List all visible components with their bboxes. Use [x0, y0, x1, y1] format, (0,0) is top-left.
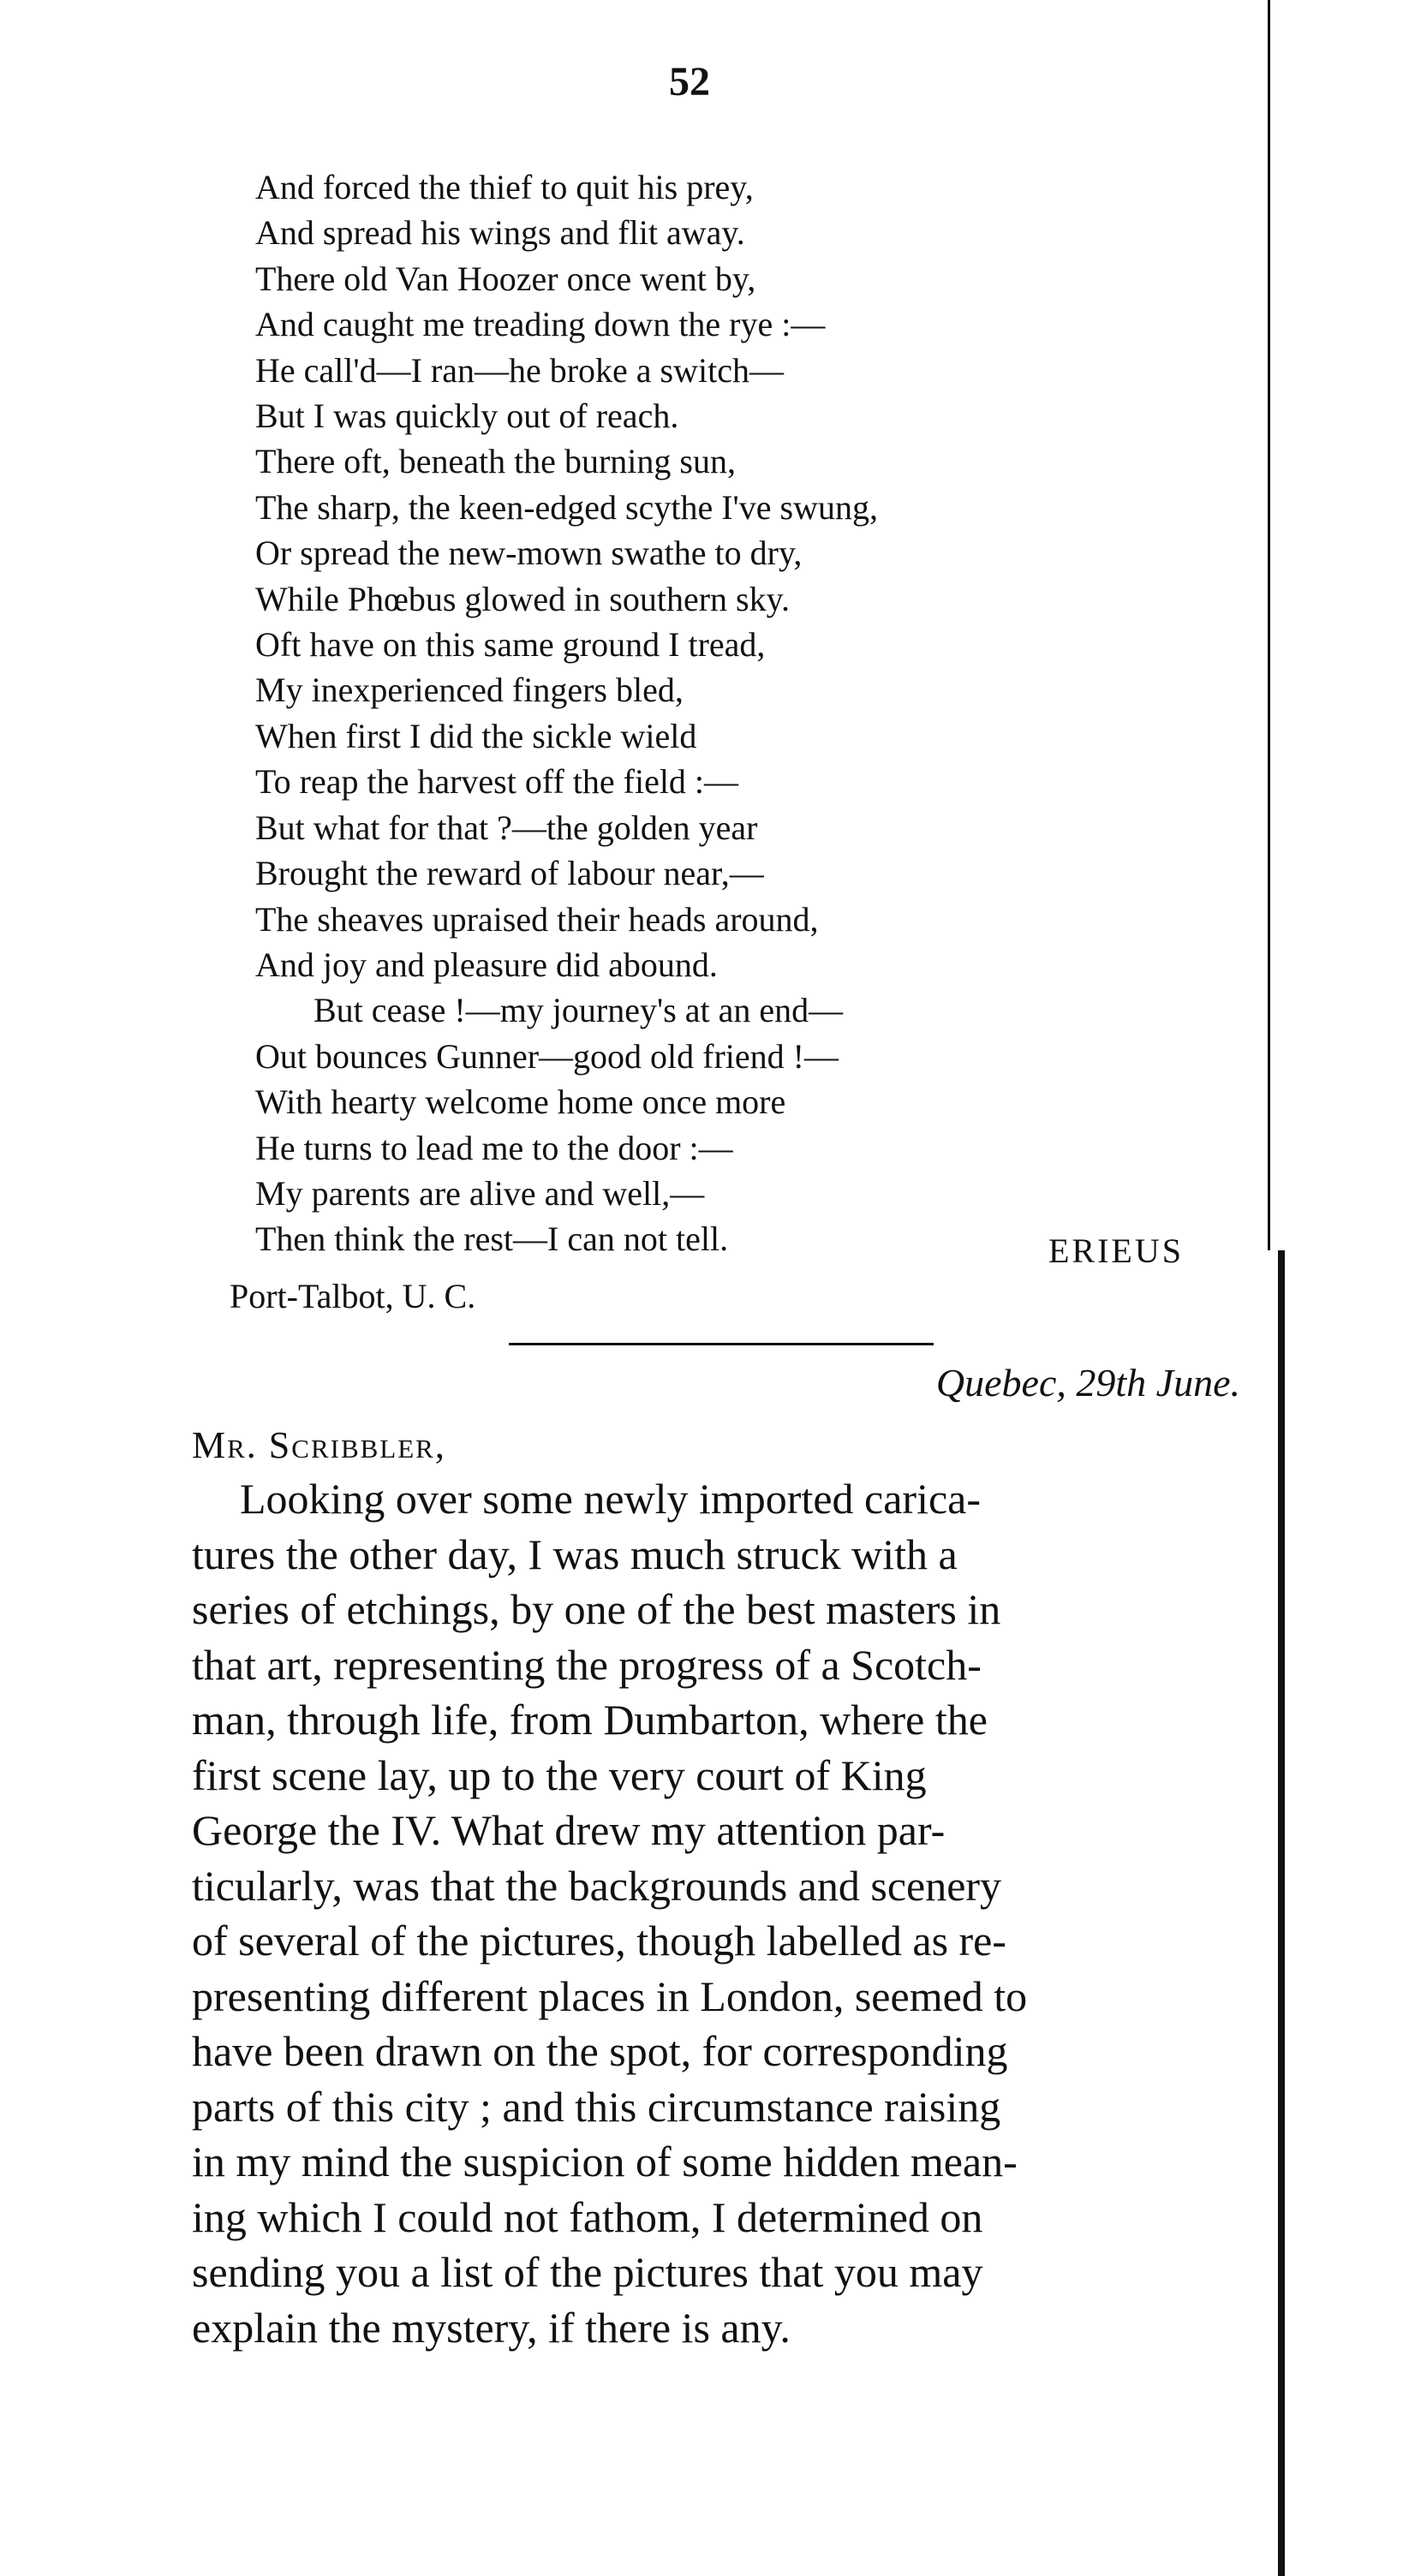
- poem-line: The sharp, the keen-edged scythe I've swung,: [255, 487, 878, 527]
- poem-line: But cease !—my journey's at an end—: [313, 991, 844, 1030]
- poem-line: But what for that ?—the golden year: [255, 808, 758, 847]
- letter-line: explain the mystery, if there is any.: [192, 2303, 791, 2352]
- letter-dateline: Quebec, 29th June.: [935, 1361, 1240, 1404]
- letter-line: Looking over some newly imported carica-: [240, 1475, 981, 1523]
- poem-line: But I was quickly out of reach.: [255, 397, 679, 436]
- poem-line: There oft, beneath the burning sun,: [255, 442, 736, 481]
- poem: [255, 164, 1283, 1262]
- page-number: 52: [669, 59, 710, 104]
- poem-line: Oft have on this same ground I tread,: [255, 625, 766, 665]
- section-divider: [509, 1343, 934, 1345]
- poem-line: He call'd—I ran—he broke a switch—: [255, 350, 784, 390]
- letter-line: parts of this city ; and this circumstance raising: [192, 2082, 1001, 2131]
- poem-line: There old Van Hoozer once went by,: [255, 259, 756, 298]
- letter-line: ing which I could not fathom, I determined on: [192, 2192, 983, 2241]
- poem-line: Or spread the new-mown swathe to dry,: [255, 534, 803, 573]
- letter-line: series of etchings, by one of the best masters in: [192, 1585, 1001, 1633]
- letter-line: presenting different places in London, seemed to: [192, 1971, 1028, 2020]
- poem-line: The sheaves upraised their heads around,: [255, 899, 819, 939]
- letter-line: George the IV. What drew my attention par-: [192, 1806, 946, 1854]
- poem-line: And joy and pleasure did abound.: [255, 945, 718, 984]
- poem-line: And caught me treading down the rye :—: [255, 305, 826, 344]
- poem-line: When first I did the sickle wield: [255, 716, 697, 755]
- poem-line: My inexperienced fingers bled,: [255, 671, 684, 710]
- poem-line: My parents are alive and well,—: [255, 1173, 705, 1213]
- letter-salutation: Mr. Scribbler,: [192, 1424, 446, 1466]
- poem-signature: ERIEUS: [1048, 1231, 1184, 1270]
- letter-line: ticularly, was that the backgrounds and scenery: [192, 1861, 1002, 1910]
- letter-line: that art, representing the progress of a Scotch-: [192, 1640, 982, 1689]
- poem-line: Then think the rest—I can not tell.: [255, 1219, 729, 1259]
- poem-line: To reap the harvest off the field :—: [255, 762, 739, 802]
- letter-line: man, through life, from Dumbarton, where the: [192, 1696, 988, 1744]
- poem-line: Out bounces Gunner—good old friend !—: [255, 1036, 839, 1076]
- letter-line: first scene lay, up to the very court of King: [192, 1750, 927, 1799]
- letter-line: of several of the pictures, though labelled as re-: [192, 1917, 1007, 1965]
- poem-line: While Phœbus glowed in southern sky.: [255, 579, 791, 618]
- poem-place: Port-Talbot, U. C.: [230, 1277, 476, 1315]
- poem-line: And spread his wings and flit away.: [255, 213, 745, 253]
- letter-line: in my mind the suspicion of some hidden mean-: [192, 2138, 1018, 2185]
- poem-line: Brought the reward of labour near,—: [255, 854, 764, 893]
- poem-line: With hearty welcome home once more: [255, 1082, 786, 1122]
- letter-line: sending you a list of the pictures that you may: [192, 2248, 983, 2296]
- letter-line: have been drawn on the spot, for corresponding: [192, 2027, 1008, 2075]
- letter-body: [192, 1471, 1305, 2355]
- poem-line: He turns to lead me to the door :—: [255, 1128, 733, 1167]
- poem-line: And forced the thief to quit his prey,: [255, 168, 754, 206]
- letter-line: tures the other day, I was much struck with a: [192, 1530, 958, 1578]
